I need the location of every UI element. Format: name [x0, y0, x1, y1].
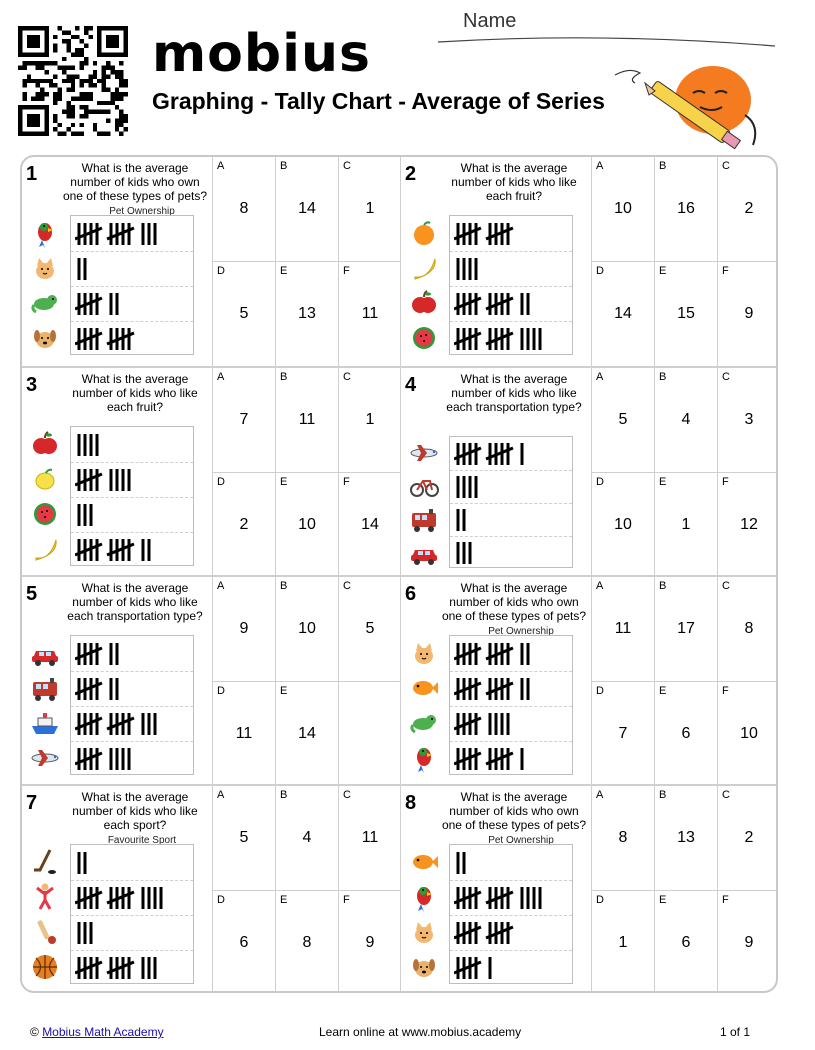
- answer-option-e[interactable]: [654, 472, 717, 577]
- tally-marks: [454, 676, 538, 702]
- answer-option-b[interactable]: [275, 157, 338, 261]
- answer-value: 11: [298, 411, 316, 428]
- answer-value: 6: [681, 725, 691, 742]
- answer-letter: A: [217, 160, 225, 172]
- answer-option-b[interactable]: [275, 368, 338, 472]
- dog-icon: [30, 323, 60, 353]
- answer-value: 6: [681, 934, 691, 951]
- lizard-icon: [409, 708, 439, 738]
- tally-chart: [70, 844, 194, 984]
- answer-choices: [591, 368, 778, 577]
- answer-option-a[interactable]: [212, 577, 275, 681]
- answer-value: 11: [361, 829, 379, 846]
- row-divider: [71, 741, 193, 742]
- car-icon: [409, 537, 439, 567]
- answer-letter: D: [596, 265, 604, 277]
- answer-letter: B: [280, 580, 288, 592]
- apple-icon: [409, 288, 439, 318]
- answer-letter: A: [217, 371, 225, 383]
- tally-marks: [75, 256, 95, 282]
- answer-option-d[interactable]: [591, 681, 654, 786]
- basketball-icon: [30, 952, 60, 982]
- tally-marks: [454, 955, 500, 981]
- answer-letter: F: [722, 265, 729, 277]
- row-divider: [71, 671, 193, 672]
- tally-marks: [454, 641, 538, 667]
- airplane-icon: [30, 743, 60, 773]
- problem-3: [22, 366, 401, 575]
- copyright-link[interactable]: Mobius Math Academy: [42, 1025, 164, 1039]
- answer-letter: B: [659, 789, 667, 801]
- answer-letter: A: [596, 371, 604, 383]
- answer-option-b[interactable]: [654, 577, 717, 681]
- tally-marks: [75, 221, 165, 247]
- answer-letter: B: [280, 160, 288, 172]
- problem-number: 1: [26, 163, 38, 185]
- train-icon: [409, 504, 439, 534]
- answer-option-c[interactable]: [717, 786, 778, 890]
- parrot-icon: [409, 882, 439, 912]
- apple-icon: [30, 429, 60, 459]
- answer-value: 1: [365, 411, 375, 428]
- answer-value: 13: [677, 829, 695, 846]
- answer-letter: C: [722, 371, 730, 383]
- answer-value: 14: [361, 516, 379, 533]
- parrot-icon: [30, 218, 60, 248]
- answer-option-a[interactable]: [212, 157, 275, 261]
- answer-letter: F: [722, 476, 729, 488]
- mobius-logo: [152, 24, 371, 84]
- answer-value: 10: [298, 516, 316, 533]
- answer-value: 9: [744, 305, 754, 322]
- row-divider: [450, 950, 572, 951]
- answer-option-c[interactable]: [338, 368, 401, 472]
- answer-value: 1: [618, 934, 628, 951]
- answer-letter: C: [343, 789, 351, 801]
- tally-marks: [75, 326, 147, 352]
- answer-letter: D: [217, 894, 225, 906]
- answer-letter: E: [659, 685, 667, 697]
- answer-value: 16: [677, 200, 695, 217]
- answer-choices: [212, 368, 401, 577]
- name-label: Name: [463, 10, 517, 32]
- answer-value: 9: [239, 620, 249, 637]
- tally-marks: [454, 920, 526, 946]
- answer-letter: C: [343, 160, 351, 172]
- answer-value: 7: [239, 411, 249, 428]
- tally-marks: [75, 676, 127, 702]
- answer-letter: C: [722, 580, 730, 592]
- bicycle-icon: [409, 471, 439, 501]
- train-icon: [30, 673, 60, 703]
- answer-option-f[interactable]: [338, 472, 401, 577]
- answer-letter: E: [280, 476, 288, 488]
- tally-marks: [454, 885, 550, 911]
- row-divider: [71, 880, 193, 881]
- problem-7: [22, 784, 401, 993]
- answer-value: 12: [740, 516, 758, 533]
- banana-icon: [30, 534, 60, 564]
- answer-option-a[interactable]: [591, 786, 654, 890]
- ship-icon: [30, 708, 60, 738]
- row-divider: [71, 706, 193, 707]
- answer-letter: F: [343, 265, 350, 277]
- chart-title: Pet Ownership: [488, 835, 554, 846]
- answer-value: 2: [744, 829, 754, 846]
- answer-letter: C: [343, 580, 351, 592]
- cricket-icon: [30, 917, 60, 947]
- answer-option-e[interactable]: [275, 472, 338, 577]
- answer-value: 8: [618, 829, 628, 846]
- tally-marks: [454, 221, 526, 247]
- answer-value: 5: [365, 620, 375, 637]
- answer-option-b[interactable]: [275, 577, 338, 681]
- answer-option-d[interactable]: [591, 890, 654, 993]
- answer-value: 6: [239, 934, 249, 951]
- watermelon-icon: [409, 323, 439, 353]
- worksheet: [20, 155, 778, 993]
- answer-letter: F: [343, 894, 350, 906]
- answer-value: 1: [365, 200, 375, 217]
- answer-value: 10: [614, 200, 632, 217]
- tally-chart: [70, 215, 194, 355]
- tally-chart: [449, 215, 573, 355]
- answer-choices: [591, 577, 778, 786]
- logo-text: mobius: [152, 24, 371, 84]
- answer-empty-cell: [338, 681, 401, 786]
- answer-option-a[interactable]: [591, 157, 654, 261]
- answer-letter: D: [217, 265, 225, 277]
- tally-marks: [75, 502, 101, 528]
- answer-value: 2: [744, 200, 754, 217]
- problem-number: 2: [405, 163, 417, 185]
- watermelon-icon: [30, 499, 60, 529]
- row-divider: [71, 532, 193, 533]
- airplane-icon: [409, 438, 439, 468]
- question-text: What is the average number of kids who like each sport?: [72, 790, 198, 832]
- tally-marks: [454, 474, 486, 500]
- answer-option-f[interactable]: [717, 261, 778, 366]
- tally-marks: [75, 641, 127, 667]
- answer-value: 14: [298, 200, 316, 217]
- answer-option-c[interactable]: [338, 157, 401, 261]
- answer-letter: B: [280, 789, 288, 801]
- answer-value: 9: [744, 934, 754, 951]
- answer-letter: C: [722, 789, 730, 801]
- problem-5: [22, 575, 401, 784]
- row-divider: [450, 915, 572, 916]
- answer-letter: E: [280, 685, 288, 697]
- row-divider: [450, 470, 572, 471]
- answer-value: 13: [298, 305, 316, 322]
- answer-letter: B: [659, 160, 667, 172]
- tally-marks: [454, 711, 518, 737]
- answer-letter: D: [596, 894, 604, 906]
- answer-option-d[interactable]: [591, 472, 654, 577]
- page-title: Graphing - Tally Chart - Average of Series: [152, 88, 605, 114]
- hockey-icon: [30, 847, 60, 877]
- chart-title: Pet Ownership: [109, 206, 175, 217]
- answer-option-d[interactable]: [591, 261, 654, 366]
- answer-letter: F: [343, 476, 350, 488]
- tally-chart: [449, 635, 573, 775]
- cat-icon: [30, 253, 60, 283]
- chart-title: Favourite Sport: [107, 835, 177, 846]
- answer-value: 4: [302, 829, 312, 846]
- tally-marks: [454, 441, 532, 467]
- cat-icon: [409, 917, 439, 947]
- tally-marks: [454, 256, 486, 282]
- tally-marks: [454, 850, 474, 876]
- problem-2: [401, 157, 778, 366]
- chart-title: Pet Ownership: [488, 626, 554, 637]
- answer-letter: A: [596, 580, 604, 592]
- problem-8: [401, 784, 778, 993]
- tally-marks: [75, 746, 139, 772]
- answer-option-d[interactable]: [212, 890, 275, 993]
- tally-marks: [454, 326, 550, 352]
- row-divider: [71, 950, 193, 951]
- qr-code: [18, 26, 128, 136]
- fish-icon: [409, 673, 439, 703]
- problem-number: 4: [405, 374, 417, 396]
- answer-option-e[interactable]: [654, 261, 717, 366]
- answer-option-e[interactable]: [275, 890, 338, 993]
- answer-option-b[interactable]: [275, 786, 338, 890]
- row-divider: [71, 915, 193, 916]
- answer-option-f[interactable]: [338, 890, 401, 993]
- question-text: What is the average number of kids who own one of these types of pets?: [62, 161, 208, 203]
- question-text: What is the average number of kids who like each transportation type?: [446, 372, 582, 414]
- row-divider: [450, 741, 572, 742]
- answer-letter: B: [280, 371, 288, 383]
- row-divider: [450, 503, 572, 504]
- answer-letter: C: [343, 371, 351, 383]
- answer-letter: B: [659, 371, 667, 383]
- answer-value: 1: [681, 516, 691, 533]
- answer-value: 8: [302, 934, 312, 951]
- answer-option-e[interactable]: [654, 890, 717, 993]
- copyright-symbol: ©: [30, 1025, 39, 1039]
- answer-letter: A: [596, 160, 604, 172]
- lemon-icon: [30, 464, 60, 494]
- problem-number: 5: [26, 583, 38, 605]
- question-text: What is the average number of kids who like each fruit?: [72, 372, 198, 414]
- answer-option-c[interactable]: [717, 368, 778, 472]
- answer-letter: A: [596, 789, 604, 801]
- answer-letter: A: [217, 789, 225, 801]
- answer-value: 11: [614, 620, 632, 637]
- mascot-pencil-icon: [605, 55, 775, 155]
- answer-value: 10: [298, 620, 316, 637]
- answer-letter: C: [722, 160, 730, 172]
- orange-icon: [409, 218, 439, 248]
- answer-choices: [212, 157, 401, 366]
- answer-value: 8: [239, 200, 249, 217]
- answer-value: 5: [618, 411, 628, 428]
- row-divider: [450, 286, 572, 287]
- answer-value: 4: [681, 411, 691, 428]
- answer-choices: [212, 786, 401, 993]
- lizard-icon: [30, 288, 60, 318]
- question-text: What is the average number of kids who like each fruit?: [451, 161, 577, 203]
- answer-letter: D: [596, 685, 604, 697]
- question-text: What is the average number of kids who own one of these types of pets?: [441, 790, 587, 832]
- answer-value: 7: [618, 725, 628, 742]
- answer-option-f[interactable]: [717, 681, 778, 786]
- tally-chart: [449, 436, 573, 568]
- answer-option-b[interactable]: [654, 157, 717, 261]
- problem-6: [401, 575, 778, 784]
- answer-letter: D: [596, 476, 604, 488]
- dog-icon: [409, 952, 439, 982]
- answer-option-d[interactable]: [212, 472, 275, 577]
- cat-icon: [409, 638, 439, 668]
- answer-option-c[interactable]: [338, 577, 401, 681]
- answer-option-b[interactable]: [654, 368, 717, 472]
- gymnastics-icon: [30, 882, 60, 912]
- question-text: What is the average number of kids who own one of these types of pets?: [441, 581, 587, 623]
- row-divider: [450, 706, 572, 707]
- answer-letter: E: [659, 265, 667, 277]
- tally-marks: [454, 746, 532, 772]
- tally-marks: [454, 291, 538, 317]
- row-divider: [450, 321, 572, 322]
- answer-value: 9: [365, 934, 375, 951]
- answer-letter: B: [659, 580, 667, 592]
- answer-option-e[interactable]: [654, 681, 717, 786]
- row-divider: [71, 286, 193, 287]
- tally-marks: [75, 711, 165, 737]
- answer-option-e[interactable]: [275, 261, 338, 366]
- row-divider: [71, 321, 193, 322]
- answer-letter: E: [659, 476, 667, 488]
- row-divider: [450, 880, 572, 881]
- answer-value: 15: [677, 305, 695, 322]
- answer-option-f[interactable]: [717, 890, 778, 993]
- tally-chart: [70, 426, 194, 566]
- answer-choices: [212, 577, 401, 786]
- answer-value: 3: [744, 411, 754, 428]
- answer-value: 17: [677, 620, 695, 637]
- answer-option-c[interactable]: [717, 577, 778, 681]
- answer-value: 2: [239, 516, 249, 533]
- tally-marks: [75, 432, 107, 458]
- tally-chart: [70, 635, 194, 775]
- tally-chart: [449, 844, 573, 984]
- tally-marks: [75, 955, 165, 981]
- answer-letter: E: [280, 265, 288, 277]
- problem-number: 8: [405, 792, 417, 814]
- answer-option-f[interactable]: [717, 472, 778, 577]
- problem-number: 7: [26, 792, 38, 814]
- tally-marks: [75, 920, 101, 946]
- answer-letter: A: [217, 580, 225, 592]
- answer-option-a[interactable]: [591, 577, 654, 681]
- problem-number: 6: [405, 583, 417, 605]
- answer-value: 10: [614, 516, 632, 533]
- answer-value: 14: [298, 725, 316, 742]
- answer-option-f[interactable]: [338, 261, 401, 366]
- answer-option-a[interactable]: [591, 368, 654, 472]
- answer-letter: F: [722, 685, 729, 697]
- problem-4: [401, 366, 778, 575]
- tally-marks: [75, 537, 159, 563]
- car-icon: [30, 638, 60, 668]
- answer-option-d[interactable]: [212, 261, 275, 366]
- answer-option-d[interactable]: [212, 681, 275, 786]
- answer-value: 5: [239, 829, 249, 846]
- answer-value: 11: [235, 725, 253, 742]
- answer-option-e[interactable]: [275, 681, 338, 786]
- row-divider: [71, 462, 193, 463]
- tally-marks: [75, 885, 171, 911]
- row-divider: [450, 671, 572, 672]
- row-divider: [71, 497, 193, 498]
- problem-number: 3: [26, 374, 38, 396]
- row-divider: [71, 251, 193, 252]
- footer-center-text: Learn online at www.mobius.academy: [319, 1025, 522, 1039]
- answer-option-a[interactable]: [212, 368, 275, 472]
- answer-value: 10: [740, 725, 758, 742]
- answer-option-c[interactable]: [338, 786, 401, 890]
- tally-marks: [75, 467, 139, 493]
- parrot-icon: [409, 743, 439, 773]
- fish-icon: [409, 847, 439, 877]
- banana-icon: [409, 253, 439, 283]
- answer-option-b[interactable]: [654, 786, 717, 890]
- answer-letter: F: [722, 894, 729, 906]
- row-divider: [450, 251, 572, 252]
- question-text: What is the average number of kids who like each transportation type?: [67, 581, 203, 623]
- page-number: 1 of 1: [720, 1025, 751, 1039]
- answer-choices: [591, 157, 778, 366]
- problem-1: [22, 157, 401, 366]
- tally-marks: [454, 507, 474, 533]
- answer-option-c[interactable]: [717, 157, 778, 261]
- answer-option-a[interactable]: [212, 786, 275, 890]
- answer-value: 8: [744, 620, 754, 637]
- row-divider: [450, 536, 572, 537]
- answer-value: 14: [614, 305, 632, 322]
- tally-marks: [75, 291, 127, 317]
- answer-letter: D: [217, 685, 225, 697]
- answer-letter: E: [659, 894, 667, 906]
- footer-copyright: [30, 1025, 164, 1039]
- answer-value: 11: [361, 305, 379, 322]
- answer-choices: [591, 786, 778, 993]
- tally-marks: [454, 540, 480, 566]
- answer-letter: E: [280, 894, 288, 906]
- answer-letter: D: [217, 476, 225, 488]
- tally-marks: [75, 850, 95, 876]
- answer-value: 5: [239, 305, 249, 322]
